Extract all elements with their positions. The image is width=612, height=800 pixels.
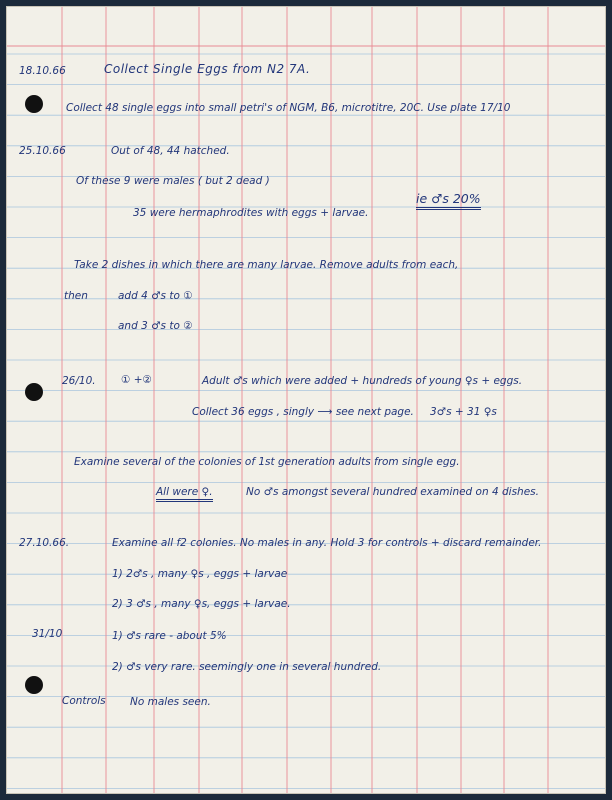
note-line: Out of 48, 44 hatched. bbox=[111, 145, 230, 157]
note-line: 2) ♂s very rare. seemingly one in several hundred. bbox=[112, 661, 382, 673]
note-line: then bbox=[64, 290, 88, 302]
note-line: Collect 48 single eggs into small petri's of NGM, B6, microtitre, 20C. Use plate 17/10 bbox=[66, 102, 511, 114]
note-line: 3♂s + 31 ♀s bbox=[430, 406, 497, 418]
note-line: 1) 2♂s , many ♀s , eggs + larvae bbox=[112, 568, 288, 580]
note-line: Examine several of the colonies of 1st generation adults from single egg. bbox=[74, 456, 460, 468]
entry-date: 31/10 bbox=[32, 628, 63, 640]
percentage-note bbox=[416, 193, 481, 206]
punch-hole bbox=[25, 383, 43, 401]
entry-date: 27.10.66. bbox=[19, 537, 70, 549]
note-line: No ♂s amongst several hundred examined on 4 dishes. bbox=[246, 486, 539, 498]
note-line: No males seen. bbox=[130, 696, 211, 708]
note-line: add 4 ♂s to ① bbox=[118, 290, 193, 302]
note-line: Adult ♂s which were added + hundreds of young ♀s + eggs. bbox=[202, 375, 523, 387]
note-line: 1) ♂s rare - about 5% bbox=[112, 630, 227, 642]
note-line: Examine all f2 colonies. No males in any. Hold 3 for controls + discard remainder. bbox=[112, 537, 542, 549]
note-line: ① +② bbox=[121, 374, 152, 386]
note-line: Collect 36 eggs , singly ⟶ see next page. bbox=[192, 406, 414, 418]
note-line: 2) 3 ♂s , many ♀s, eggs + larvae. bbox=[112, 598, 291, 610]
note-line: Take 2 dishes in which there are many larvae. Remove adults from each, bbox=[74, 259, 459, 271]
percentage-text: ie ♂s 20% bbox=[416, 191, 481, 210]
page-title: Collect Single Eggs from N2 7A. bbox=[104, 62, 311, 76]
note-line: and 3 ♂s to ② bbox=[118, 320, 193, 332]
header-date: 18.10.66 bbox=[19, 65, 66, 77]
notebook-page bbox=[6, 6, 606, 794]
note-line: Of these 9 were males ( but 2 dead ) bbox=[76, 175, 270, 187]
entry-date: 25.10.66 bbox=[19, 145, 66, 157]
note-line: Controls bbox=[62, 695, 106, 707]
punch-hole bbox=[25, 676, 43, 694]
ruled-lines bbox=[6, 6, 606, 794]
conclusion-text: All were ♀. bbox=[156, 486, 213, 502]
note-line: 35 were hermaphrodites with eggs + larvae. bbox=[133, 207, 369, 219]
conclusion-note bbox=[156, 487, 213, 498]
punch-hole bbox=[25, 95, 43, 113]
entry-date: 26/10. bbox=[62, 375, 96, 387]
